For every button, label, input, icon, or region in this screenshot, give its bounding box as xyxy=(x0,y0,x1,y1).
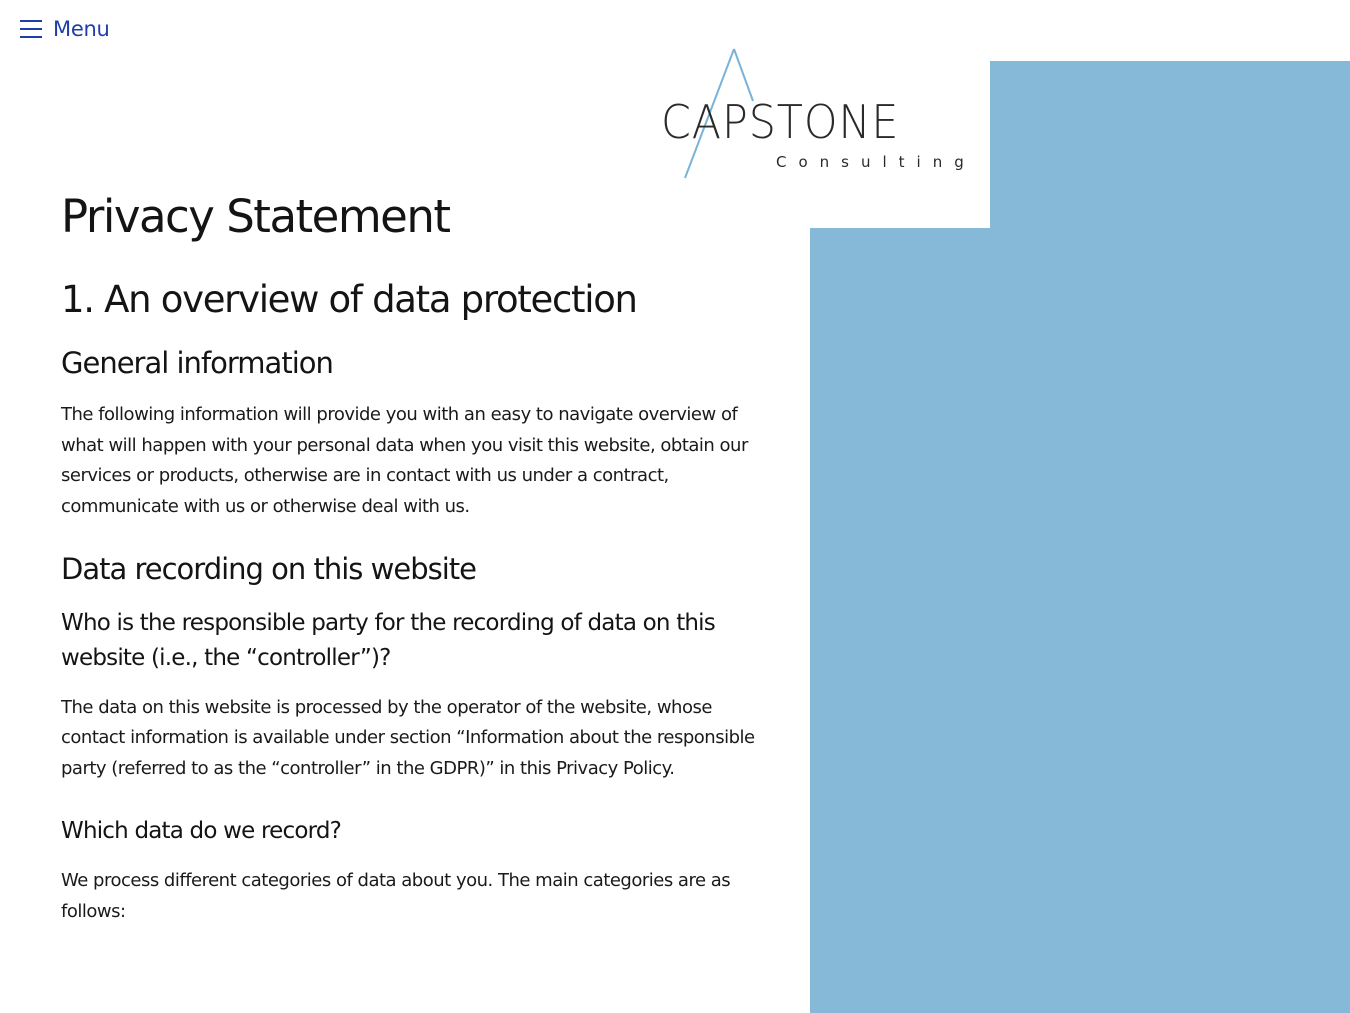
question-which-data: Which data do we record? xyxy=(61,818,342,845)
menu-label: Menu xyxy=(53,17,110,41)
which-data-text: We process different categories of data about you. The main categories are as follows: xyxy=(61,870,731,922)
company-logo[interactable] xyxy=(655,45,975,185)
section-heading-overview: 1. An overview of data protection xyxy=(61,278,637,321)
hamburger-icon xyxy=(20,20,42,38)
logo-tagline: Consulting xyxy=(776,153,976,171)
page-title: Privacy Statement xyxy=(61,190,450,243)
menu-button[interactable] xyxy=(20,17,109,41)
decorative-panel-main xyxy=(810,228,1350,1013)
logo-wordmark: CAPSTONE xyxy=(661,95,900,149)
general-information-text: The following information will provide you with an easy to navigate overview of what will happen with your personal data when you visit this website, obtain our services or products, otherwise are in contact with us under a contract, communicate with us or otherwise deal with us. xyxy=(61,404,748,517)
subheading-data-recording: Data recording on this website xyxy=(61,552,476,587)
subheading-general-information: General information xyxy=(61,346,333,381)
question-responsible-party: Who is the responsible party for the recording of data on this website (i.e., the “controller”)? xyxy=(61,609,715,671)
responsible-party-text: The data on this website is processed by the operator of the website, whose contact information is available under section “Information about the responsible party (referred to as the “controller” in the GDPR)” in this Privacy Policy. xyxy=(61,696,755,779)
privacy-content xyxy=(61,190,761,957)
decorative-panel-top xyxy=(990,61,1350,231)
